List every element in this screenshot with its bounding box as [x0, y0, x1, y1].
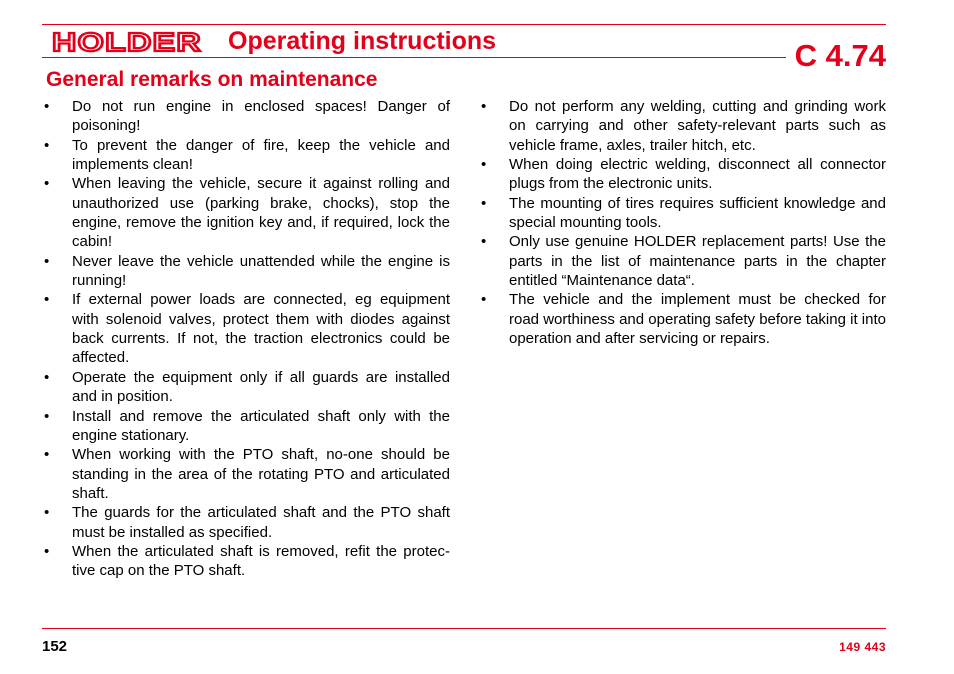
- document-title: Operating instructions: [228, 27, 497, 55]
- right-column-list: [481, 97, 886, 348]
- bullet-icon: •: [44, 504, 50, 522]
- header-rule-underline: [42, 57, 786, 58]
- bullet-list-item: [481, 97, 886, 155]
- bullet-list-item: [44, 97, 450, 136]
- bullet-list-item: [481, 155, 886, 194]
- bullet-icon: •: [44, 136, 50, 154]
- bullet-icon: •: [44, 291, 50, 309]
- bullet-icon: •: [44, 98, 50, 115]
- bullet-text: Do not perform any welding, cutting and grinding work on carrying and other safety-relevant parts such as vehicle frame, axles, trailer hitch, etc.: [509, 98, 886, 154]
- left-column-list: [44, 97, 450, 581]
- document-number: 149 443: [839, 640, 886, 654]
- bullet-text: To prevent the danger of fire, keep the vehicle and implements clean!: [72, 136, 450, 174]
- page-number: 152: [42, 638, 68, 655]
- footer-rule: [42, 628, 886, 629]
- bullet-text: When leaving the vehicle, secure it against rolling and unauthorized use (parking brake, chocks), stop the engine, remove the ignition key and, if required, lock the cabin!: [72, 175, 450, 251]
- bullet-text: The vehicle and the implement must be checked for road worthiness and operating safety before taking it into operation and after servicing or repairs.: [509, 291, 886, 348]
- bullet-text: When working with the PTO shaft, no-one should be standing in the area of the rotating PTO and articulated shaft.: [72, 446, 450, 502]
- bullet-icon: •: [44, 368, 50, 386]
- bullet-text: The guards for the articulated shaft and the PTO shaft must be installed as specified.: [72, 504, 450, 541]
- holder-logo: [52, 30, 204, 54]
- logo-text: HOLDER: [52, 30, 202, 54]
- bullet-list-item: [44, 290, 450, 367]
- bullet-icon: •: [44, 446, 50, 464]
- bullet-text: Do not run engine in enclosed spaces! Danger of poisoning!: [72, 98, 450, 135]
- bullet-text: When the articulated shaft is removed, refit the protec-tive cap on the PTO shaft.: [72, 542, 450, 580]
- bullet-icon: •: [481, 98, 487, 115]
- bullet-list-item: [44, 136, 450, 175]
- header-rule-top: [42, 24, 886, 25]
- bullet-text: Operate the equipment only if all guards are installed and in position.: [72, 368, 450, 406]
- bullet-list-item: [44, 368, 450, 407]
- bullet-list-item: [44, 445, 450, 503]
- bullet-list-item: [44, 503, 450, 542]
- bullet-text: Install and remove the articulated shaft only with the engine stationary.: [72, 407, 450, 444]
- bullet-text: Never leave the vehicle unattended while the engine is running!: [72, 252, 450, 290]
- section-code: C 4.74: [794, 38, 886, 73]
- bullet-list-item: [44, 542, 450, 581]
- bullet-icon: •: [481, 194, 487, 212]
- bullet-icon: •: [44, 542, 50, 560]
- bullet-text: If external power loads are connected, eg equipment with solenoid valves, protect them with diodes against back currents. If not, the traction electronics could be affected.: [72, 291, 450, 367]
- bullet-icon: •: [44, 252, 50, 270]
- bullet-text: Only use genuine HOLDER replacement parts! Use the parts in the list of maintenance parts in the chapter entitled “Maintenance data“.: [509, 233, 886, 290]
- bullet-icon: •: [481, 156, 487, 174]
- bullet-icon: •: [481, 291, 487, 309]
- bullet-list-item: [481, 194, 886, 233]
- bullet-text: When doing electric welding, disconnect all connector plugs from the electronic units.: [509, 156, 886, 193]
- bullet-list-item: [481, 232, 886, 290]
- bullet-text: The mounting of tires requires sufficient knowledge and special mounting tools.: [509, 194, 886, 232]
- bullet-icon: •: [481, 233, 487, 251]
- bullet-icon: •: [44, 175, 50, 193]
- bullet-list-item: [481, 290, 886, 348]
- section-heading: General remarks on maintenance: [46, 68, 378, 91]
- bullet-icon: •: [44, 407, 50, 425]
- bullet-list-item: [44, 407, 450, 446]
- bullet-list-item: [44, 174, 450, 251]
- bullet-list-item: [44, 252, 450, 291]
